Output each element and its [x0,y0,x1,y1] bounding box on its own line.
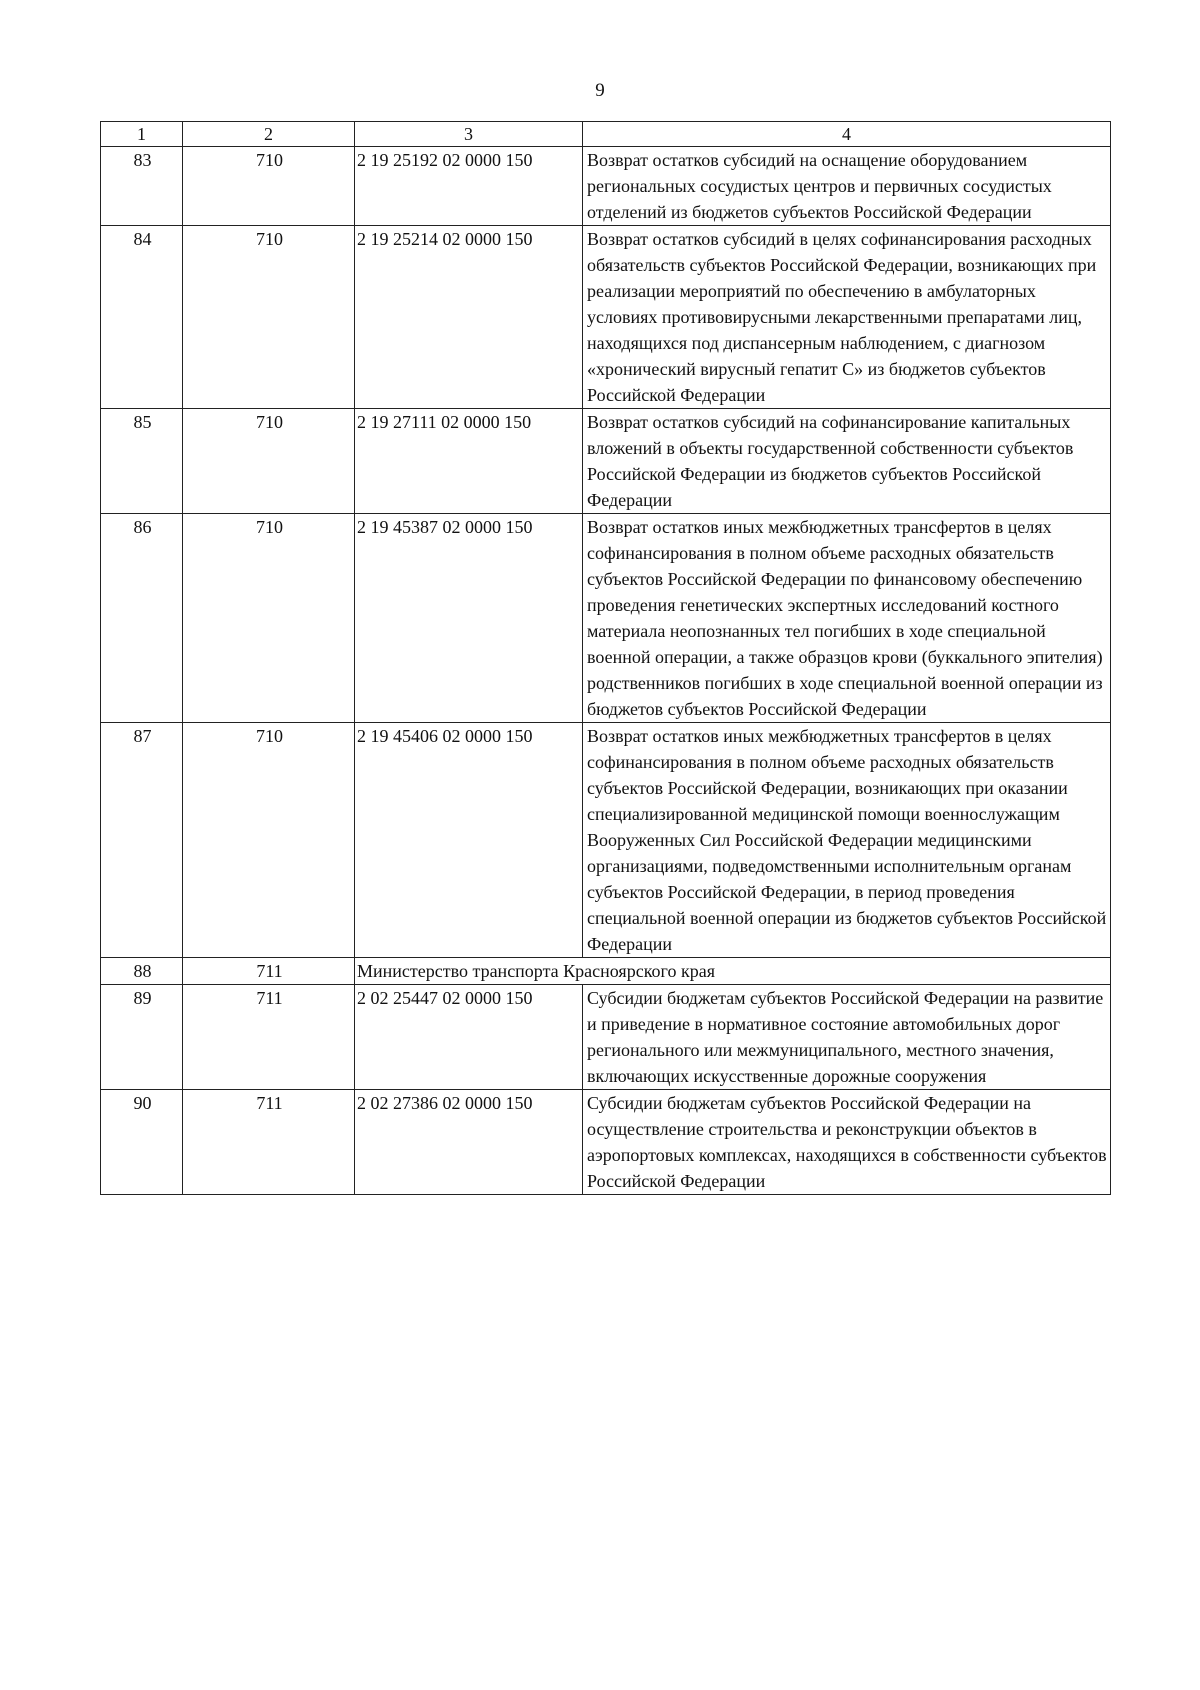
row-number: 83 [101,147,183,226]
table-row [101,723,1111,958]
revenue-description: Возврат остатков иных межбюджетных трансфертов в целях софинансирования в полном объеме расходных обязательств субъектов Российской Федерации, возникающих при оказании специализированной медицинской помощи военнослужащим Вооруженных Сил Российской Федерации медицинскими организациями, подведомственными исполнительным органам субъектов Российской Федерации, в период проведения специальной военной операции из бюджетов субъектов Российской Федерации [583,723,1111,958]
column-header-2: 2 [183,122,355,147]
budget-classification-code: 2 19 25214 02 0000 150 [355,226,583,409]
revenue-description: Возврат остатков субсидий на оснащение оборудованием региональных сосудистых центров и первичных сосудистых отделений из бюджетов субъектов Российской Федерации [583,147,1111,226]
budget-classification-code: 2 19 45406 02 0000 150 [355,723,583,958]
admin-code: 710 [183,723,355,958]
revenue-description: Возврат остатков субсидий на софинансирование капитальных вложений в объекты государственной собственности субъектов Российской Федерации из бюджетов субъектов Российской Федерации [583,409,1111,514]
row-number: 84 [101,226,183,409]
row-number: 90 [101,1090,183,1195]
budget-classification-code: 2 02 27386 02 0000 150 [355,1090,583,1195]
budget-classification-code: 2 19 27111 02 0000 150 [355,409,583,514]
budget-classification-code: 2 02 25447 02 0000 150 [355,985,583,1090]
page-number: 9 [595,80,605,101]
table-row [101,409,1111,514]
row-number: 87 [101,723,183,958]
column-header-4: 4 [583,122,1111,147]
budget-classification-code: 2 19 45387 02 0000 150 [355,514,583,723]
revenue-description: Возврат остатков субсидий в целях софинансирования расходных обязательств субъектов Российской Федерации, возникающих при реализации мероприятий по обеспечению в амбулаторных условиях противовирусными лекарственными препаратами лиц, находящихся под диспансерным наблюдением, с диагнозом «хронический вирусный гепатит С» из бюджетов субъектов Российской Федерации [583,226,1111,409]
admin-code: 711 [183,958,355,985]
admin-code: 711 [183,985,355,1090]
revenue-description: Субсидии бюджетам субъектов Российской Федерации на осуществление строительства и реконструкции объектов в аэропортовых комплексах, находящихся в собственности субъектов Российской Федерации [583,1090,1111,1195]
row-number: 86 [101,514,183,723]
admin-code: 711 [183,1090,355,1195]
admin-code: 710 [183,226,355,409]
column-header-3: 3 [355,122,583,147]
table-row [101,514,1111,723]
ministry-name: Министерство транспорта Красноярского края [355,958,1111,985]
table-row [101,1090,1111,1195]
admin-code: 710 [183,147,355,226]
row-number: 89 [101,985,183,1090]
budget-classification-code: 2 19 25192 02 0000 150 [355,147,583,226]
row-number: 88 [101,958,183,985]
revenue-description: Возврат остатков иных межбюджетных трансфертов в целях софинансирования в полном объеме расходных обязательств субъектов Российской Федерации по финансовому обеспечению проведения генетических экспертных исследований костного материала неопознанных тел погибших в ходе специальной военной операции, а также образцов крови (буккального эпителия) родственников погибших в ходе специальной военной операции из бюджетов субъектов Российской Федерации [583,514,1111,723]
table-row-ministry [101,958,1111,985]
table-row [101,226,1111,409]
table-row [101,147,1111,226]
admin-code: 710 [183,514,355,723]
table-header-row [101,122,1111,147]
row-number: 85 [101,409,183,514]
budget-codes-table [100,121,1111,1195]
revenue-description: Субсидии бюджетам субъектов Российской Федерации на развитие и приведение в нормативное состояние автомобильных дорог регионального или межмуниципального, местного значения, включающих искусственные дорожные сооружения [583,985,1111,1090]
table-row [101,985,1111,1090]
admin-code: 710 [183,409,355,514]
column-header-1: 1 [101,122,183,147]
